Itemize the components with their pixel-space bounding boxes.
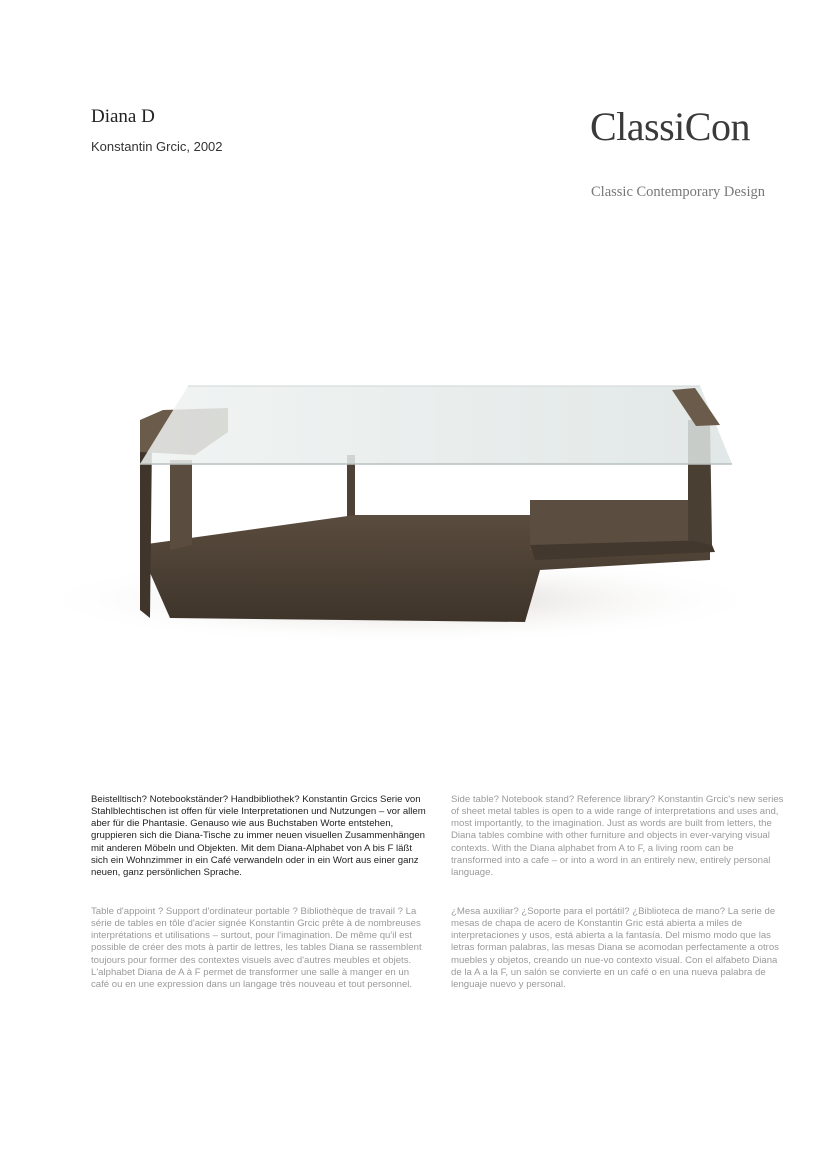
table-left-leg-inner — [170, 460, 192, 550]
product-photo — [20, 360, 810, 660]
description-french: Table d'appoint ? Support d'ordinateur portable ? Bibliothèque de travail ? La série de tables en tôle d'acier signée Konstantin Grcic prête à de nombreuses interprétations et utilisations – surtout, pour l'imagination. De même qu'il est possible de créer des mots à partir de lettres, les tables Diana se rassemblent toujours pour former des contextes visuels avec d'autres meubles et objets. L'alphabet Diana de A à F permet de transformer une salle à manger en un café ou en une expression dans un langage très nouveau et tout personnel. — [91, 906, 422, 990]
table-left-leg — [140, 438, 152, 618]
designer-credit: Konstantin Grcic, 2002 — [91, 139, 223, 154]
brand-tagline: Classic Contemporary Design — [591, 184, 765, 200]
description-english: Side table? Notebook stand? Reference library? Konstantin Grcic's new series of sheet metal tables is open to a wide range of interpretations and uses and, most importantly, to the imagination. Just as words are built from letters, the Diana tables combine with other furniture and objects in ever-varying visual contexts. With the Diana alphabet from A to F, a living room can be transformed into a cafe – or into a word in an entirely new, entirely personal language. — [451, 794, 784, 878]
glass-top — [140, 386, 732, 464]
brand-logo: ClassiCon — [590, 104, 750, 149]
description-spanish: ¿Mesa auxiliar? ¿Soporte para el portátil? ¿Biblioteca de mano? La serie de mesas de chapa de acero de Konstantin Gric está abierta a miles de interpretaciones y usos, está abierta a la fantasía. Del mismo modo que las letras forman palabras, las mesas Diana se acomodan perfectamente a otros muebles y objetos, creando un nue-vo contexto visual. Con el alfabeto Diana de la A a la F, un salón se convierte en un café o en una nueva palabra de lenguaje nuevo y personal. — [451, 906, 779, 990]
product-title: Diana D — [91, 106, 155, 127]
description-german: Beistelltisch? Notebookständer? Handbibliothek? Konstantin Grcics Serie von Stahlblechtischen ist offen für viele Interpretationen und Nutzungen – vor allem aber für die Phantasie. Genauso wie aus Buchstaben Worte entstehen, gruppieren sich die Diana-Tische zu immer neuen visuellen Zusammenhängen mit anderen Möbeln und Objekten. Mit dem Diana-Alphabet von A bis F läßt sich ein Wohnzimmer in ein Café verwandeln oder in ein Wort aus einer ganz neuen, ganz persönlichen Sprache. — [91, 794, 426, 878]
